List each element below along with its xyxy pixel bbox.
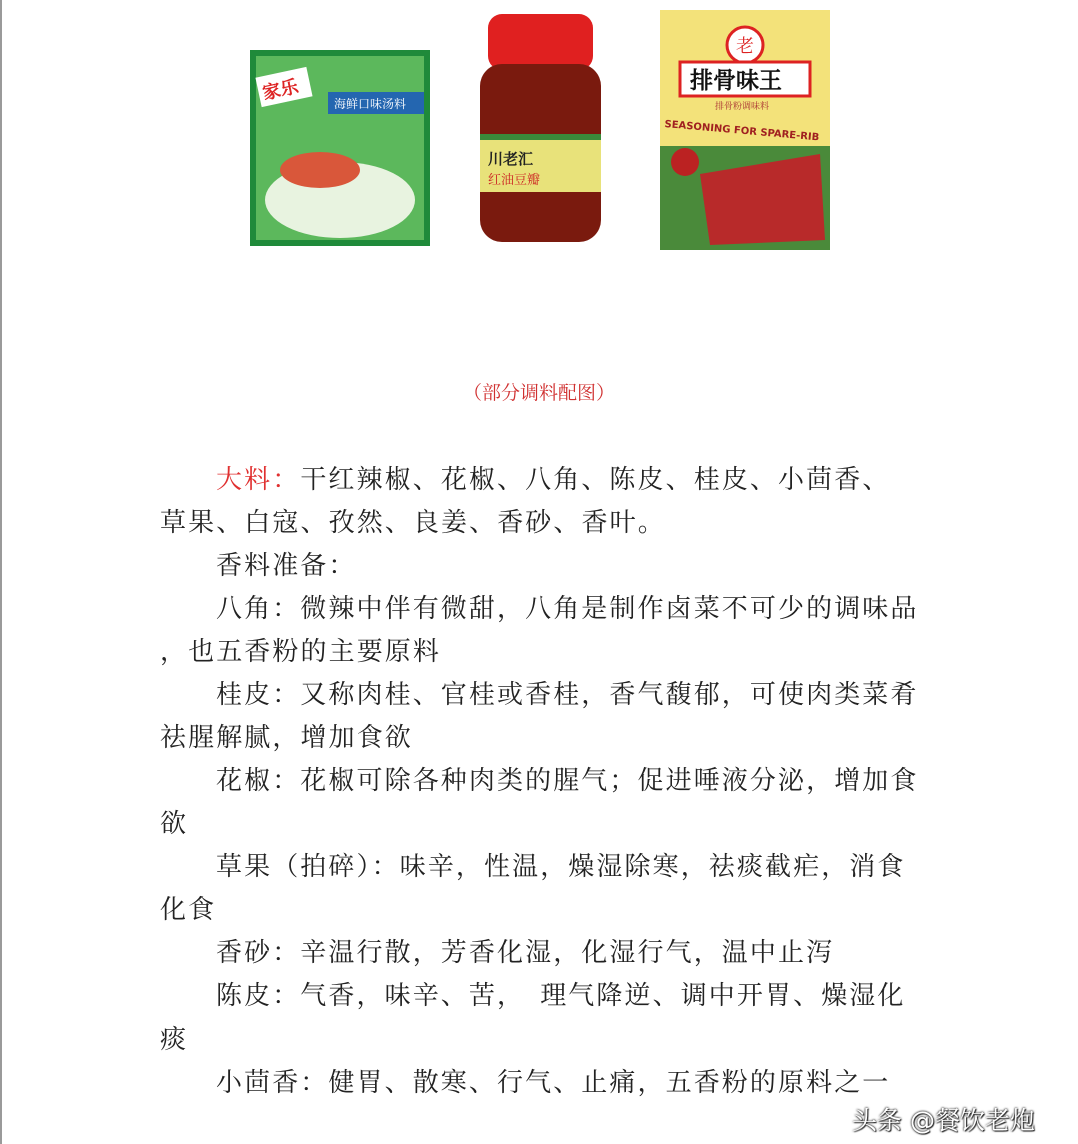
sparerib-english: SEASONING FOR SPARE-RIB bbox=[664, 118, 820, 144]
paragraph-line: 陈皮：气香，味辛、苦， 理气降逆、调中开胃、燥湿化 bbox=[216, 981, 906, 1011]
paragraph-line bbox=[216, 463, 890, 497]
paragraph-line: 欲 bbox=[160, 809, 189, 839]
paragraph-line: 痰 bbox=[160, 1025, 189, 1055]
jar-brand: 川老汇 bbox=[488, 150, 534, 168]
paragraph-line: 草果（拍碎）：味辛，性温，燥湿除寒，祛痰截疟，消食 bbox=[216, 852, 906, 882]
watermark: 头条 @餐饮老炮 bbox=[852, 1106, 1035, 1135]
paragraph-line: 小茴香：健胃、散寒、行气、止痛，五香粉的原料之一 bbox=[216, 1068, 891, 1098]
paragraph-line: 草果、白寇、孜然、良姜、香砂、香叶。 bbox=[160, 508, 666, 538]
paragraph-line: ，也五香粉的主要原料 bbox=[160, 637, 442, 667]
sparerib-label: 排骨味王 bbox=[690, 68, 782, 94]
page-edge bbox=[0, 0, 2, 1144]
paragraph-line: 化食 bbox=[160, 895, 217, 925]
soup-packet-image bbox=[250, 50, 430, 246]
paragraph-line: 花椒：花椒可除各种肉类的腥气；促进唾液分泌，增加食 bbox=[216, 766, 919, 796]
paragraph-text: 干红辣椒、花椒、八角、陈皮、桂皮、小茴香、 bbox=[300, 465, 891, 495]
paragraph-line: 香砂：辛温行散，芳香化湿，化湿行气，温中止泻 bbox=[216, 938, 835, 968]
paragraph-line: 桂皮：又称肉桂、官桂或香桂，香气馥郁，可使肉类菜肴 bbox=[216, 680, 919, 710]
section-label: 大料： bbox=[216, 465, 301, 495]
sparerib-sublabel: 排骨粉调味料 bbox=[715, 102, 770, 112]
chili-bean-paste-jar-image bbox=[478, 14, 603, 246]
sparerib-seasoning-packet-image bbox=[660, 10, 830, 250]
soup-packet-label: 海鲜口味汤料 bbox=[334, 97, 407, 111]
jar-label: 红油豆瓣 bbox=[488, 173, 541, 188]
paragraph-line: 八角：微辣中伴有微甜，八角是制作卤菜不可少的调味品 bbox=[216, 594, 919, 624]
soup-packet-brand: 家乐 bbox=[260, 76, 301, 105]
image-caption: （部分调料配图） bbox=[462, 382, 615, 404]
paragraph-line: 祛腥解腻，增加食欲 bbox=[160, 723, 413, 753]
paragraph-line: 香料准备： bbox=[216, 551, 357, 581]
sparerib-brand: 老 bbox=[736, 36, 754, 57]
